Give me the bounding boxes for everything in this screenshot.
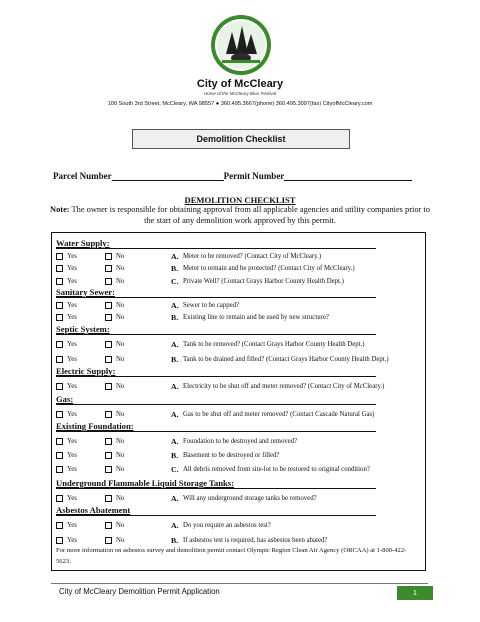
no-checkbox[interactable] [105,253,112,260]
no-checkbox[interactable] [105,265,112,272]
question-letter: C. [171,277,179,286]
question-text: Meter to remain and be protected? (Contact City of McCleary.) [183,265,355,272]
section-gas: Gas: [56,394,376,405]
yes-label: Yes [67,341,77,348]
yes-label: Yes [67,466,77,473]
yes-label: Yes [67,265,77,272]
yes-checkbox[interactable] [56,452,63,459]
no-checkbox[interactable] [105,466,112,473]
question-letter: A. [171,252,179,261]
yes-checkbox[interactable] [56,265,63,272]
parcel-number-field[interactable] [112,171,224,181]
no-checkbox[interactable] [105,341,112,348]
no-label: No [116,495,125,502]
yes-checkbox[interactable] [56,495,63,502]
question-letter: A. [171,521,179,530]
yes-checkbox[interactable] [56,302,63,309]
yes-checkbox[interactable] [56,522,63,529]
yes-label: Yes [67,495,77,502]
no-label: No [116,438,125,445]
permit-number-field[interactable] [284,171,412,181]
question-letter: A. [171,382,179,391]
note-text: The owner is responsible for obtaining approval from all applicable agencies and utility companies prior to the start of any demolition work approved by this permit. [71,205,430,225]
question-text: Foundation to be destroyed and removed? [183,438,298,445]
no-label: No [116,411,125,418]
checklist-row [56,301,421,311]
no-checkbox[interactable] [105,356,112,363]
question-text: Sewer to be capped? [183,302,240,309]
checklist-row [56,355,421,365]
city-seal-logo [210,14,272,76]
question-letter: A. [171,437,179,446]
yes-checkbox[interactable] [56,537,63,544]
checklist-row [56,252,421,262]
no-label: No [116,302,125,309]
question-letter: B. [171,264,179,273]
city-name: City of McCleary [196,78,284,90]
section-underground-tanks: Underground Flammable Liquid Storage Tanks: [56,478,376,489]
question-text: Private Well? (Contact Grays Harbor County Health Dept.) [183,278,344,285]
question-text: Basement to be destroyed or filled? [183,452,280,459]
question-text: Do you require an asbestos test? [183,522,271,529]
no-label: No [116,341,125,348]
yes-label: Yes [67,356,77,363]
question-letter: B. [171,313,179,322]
yes-label: Yes [67,278,77,285]
checklist-row [56,521,421,531]
no-checkbox[interactable] [105,438,112,445]
checklist-row [56,437,421,447]
checklist-heading: DEMOLITION CHECKLIST [184,195,296,205]
yes-checkbox[interactable] [56,341,63,348]
section-sanitary-sewer: Sanitary Sewer: [56,287,376,298]
yes-label: Yes [67,537,77,544]
no-label: No [116,522,125,529]
yes-label: Yes [67,522,77,529]
no-checkbox[interactable] [105,302,112,309]
yes-checkbox[interactable] [56,438,63,445]
question-text: If asbestos test is required, has asbestos been abated? [183,537,328,544]
no-label: No [116,278,125,285]
no-label: No [116,537,125,544]
footer-text: City of McCleary Demolition Permit Application [59,587,220,596]
yes-label: Yes [67,452,77,459]
question-letter: A. [171,340,179,349]
question-letter: B. [171,355,179,364]
checklist-row [56,277,421,287]
yes-checkbox[interactable] [56,278,63,285]
no-label: No [116,356,125,363]
question-text: Electricity to be shut off and meter removed? (Contact City of McCleary.) [183,383,385,390]
note-label: Note: [50,205,70,214]
yes-checkbox[interactable] [56,411,63,418]
question-text: Meter to be removed? (Contact City of McCleary.) [183,253,322,260]
yes-checkbox[interactable] [56,356,63,363]
question-text: Tank to be removed? (Contact Grays Harbor County Health Dept.) [183,341,365,348]
no-label: No [116,383,125,390]
checklist-row [56,340,421,350]
asbestos-info-text: For more information on asbestos survey and demolition permit contact Olympic Region Clean Air Agency (ORCAA) at 1-800-422-5623. [56,547,407,565]
question-letter: A. [171,301,179,310]
checklist-row [56,465,421,475]
checklist-row [56,313,421,323]
note-paragraph [44,205,436,226]
question-text: Gas to be shut off and meter removed? (Contact Cascade Natural Gas) [183,411,375,418]
checklist-row [56,382,421,392]
section-septic-system: Septic System: [56,324,376,335]
no-checkbox[interactable] [105,537,112,544]
yes-label: Yes [67,253,77,260]
yes-label: Yes [67,314,77,321]
yes-label: Yes [67,438,77,445]
checklist-row [56,494,421,504]
no-label: No [116,314,125,321]
page-footer [51,583,428,602]
no-checkbox[interactable] [105,522,112,529]
yes-checkbox[interactable] [56,383,63,390]
no-checkbox[interactable] [105,278,112,285]
no-label: No [116,452,125,459]
question-text: Will any underground storage tanks be removed? [183,495,317,502]
yes-checkbox[interactable] [56,314,63,321]
no-checkbox[interactable] [105,314,112,321]
question-letter: C. [171,465,179,474]
yes-label: Yes [67,411,77,418]
checklist-row [56,451,421,461]
no-label: No [116,265,125,272]
yes-label: Yes [67,302,77,309]
city-tagline: Home of the McCleary Bear Festival [203,91,277,96]
yes-checkbox[interactable] [56,466,63,473]
document-title: Demolition Checklist [132,129,350,149]
yes-label: Yes [67,383,77,390]
question-text: Tank to be drained and filled? (Contact Grays Harbor County Health Dept.) [183,356,389,363]
question-letter: A. [171,494,179,503]
no-label: No [116,253,125,260]
page-number: 1 [397,586,433,600]
no-checkbox[interactable] [105,495,112,502]
yes-checkbox[interactable] [56,253,63,260]
question-letter: B. [171,536,179,545]
section-existing-foundation: Existing Foundation: [56,421,376,432]
checklist-row [56,264,421,274]
question-letter: B. [171,451,179,460]
question-text: All debris removed from site-lot to be restored to original condition? [183,466,370,473]
section-electric-supply: Electric Supply: [56,366,376,377]
section-water-supply: Water Supply: [56,238,376,249]
no-checkbox[interactable] [105,452,112,459]
section-asbestos-abatement: Asbestos Abatement [56,505,376,516]
checklist-row [56,410,421,420]
parcel-number-label: Parcel Number [53,171,112,181]
no-checkbox[interactable] [105,383,112,390]
no-label: No [116,466,125,473]
question-letter: A. [171,410,179,419]
permit-number-label: Permit Number [223,171,285,181]
no-checkbox[interactable] [105,411,112,418]
parcel-permit-line [53,171,412,181]
question-text: Existing line to remain and be used by new structure? [183,314,329,321]
city-address: 100 South 3rd Street, McCleary, WA 98557 ● 360.495.3667(phone) 360.495.3097(fax) CityofMcCleary.com [107,101,373,107]
